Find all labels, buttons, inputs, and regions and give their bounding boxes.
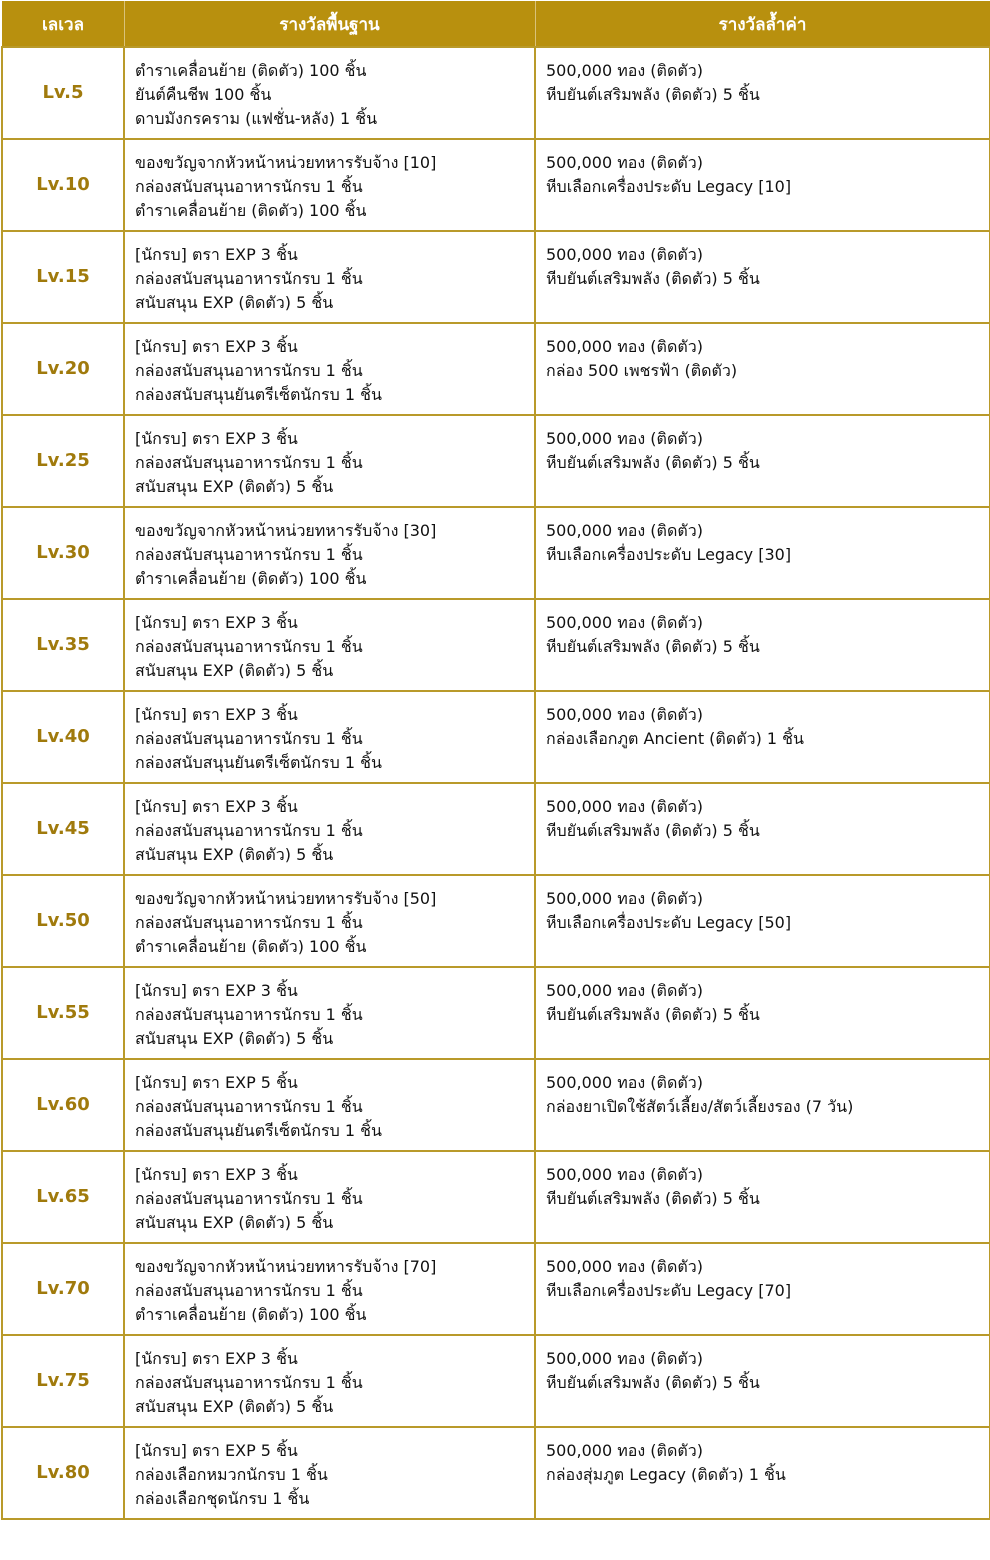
- reward-item: ตำราเคลื่อนย้าย (ติดตัว) 100 ชิ้น: [135, 61, 367, 80]
- reward-item: กล่องสนับสนุนอาหารนักรบ 1 ชิ้น: [135, 1005, 363, 1024]
- reward-item: [นักรบ] ตรา EXP 3 ชิ้น: [135, 337, 298, 356]
- reward-item: 500,000 ทอง (ติดตัว): [546, 153, 703, 172]
- basic-reward-cell: [124, 1059, 535, 1151]
- reward-item: หีบเลือกเครื่องประดับ Legacy [30]: [546, 545, 792, 564]
- reward-item: กล่องสนับสนุนอาหารนักรบ 1 ชิ้น: [135, 637, 363, 656]
- reward-item: 500,000 ทอง (ติดตัว): [546, 981, 703, 1000]
- premium-reward-cell: [535, 415, 990, 507]
- reward-item: 500,000 ทอง (ติดตัว): [546, 705, 703, 724]
- table-row: [2, 1243, 990, 1335]
- basic-reward-cell: [124, 691, 535, 783]
- reward-item: ตำราเคลื่อนย้าย (ติดตัว) 100 ชิ้น: [135, 569, 367, 588]
- reward-item: ของขวัญจากหัวหน้าหน่วยทหารรับจ้าง [10]: [135, 153, 437, 172]
- premium-reward-cell: [535, 507, 990, 599]
- reward-item: สนับสนุน EXP (ติดตัว) 5 ชิ้น: [135, 293, 334, 312]
- reward-item: [นักรบ] ตรา EXP 3 ชิ้น: [135, 429, 298, 448]
- reward-item: สนับสนุน EXP (ติดตัว) 5 ชิ้น: [135, 845, 334, 864]
- reward-item: ตำราเคลื่อนย้าย (ติดตัว) 100 ชิ้น: [135, 201, 367, 220]
- premium-reward-list: [536, 140, 989, 199]
- basic-reward-cell: [124, 783, 535, 875]
- reward-item: 500,000 ทอง (ติดตัว): [546, 1349, 703, 1368]
- header-level: เลเวล: [2, 2, 124, 48]
- basic-reward-list: [125, 140, 534, 223]
- reward-item: 500,000 ทอง (ติดตัว): [546, 797, 703, 816]
- reward-item: [นักรบ] ตรา EXP 3 ชิ้น: [135, 1349, 298, 1368]
- reward-item: กล่องสนับสนุนอาหารนักรบ 1 ชิ้น: [135, 545, 363, 564]
- reward-item: [นักรบ] ตรา EXP 3 ชิ้น: [135, 797, 298, 816]
- premium-reward-cell: [535, 967, 990, 1059]
- basic-reward-cell: [124, 1243, 535, 1335]
- reward-item: 500,000 ทอง (ติดตัว): [546, 61, 703, 80]
- reward-item: [นักรบ] ตรา EXP 3 ชิ้น: [135, 1165, 298, 1184]
- level-cell: Lv.50: [2, 875, 124, 967]
- level-cell: Lv.35: [2, 599, 124, 691]
- premium-reward-list: [536, 1244, 989, 1303]
- level-cell: Lv.70: [2, 1243, 124, 1335]
- premium-reward-cell: [535, 1427, 990, 1519]
- reward-item: กล่องสนับสนุนยันตรีเซ็ตนักรบ 1 ชิ้น: [135, 1121, 382, 1140]
- premium-reward-list: [536, 1428, 989, 1487]
- table-row: [2, 139, 990, 231]
- level-cell: Lv.75: [2, 1335, 124, 1427]
- basic-reward-list: [125, 968, 534, 1051]
- reward-item: กล่องสนับสนุนอาหารนักรบ 1 ชิ้น: [135, 177, 363, 196]
- basic-reward-list: [125, 324, 534, 407]
- basic-reward-cell: [124, 875, 535, 967]
- reward-item: 500,000 ทอง (ติดตัว): [546, 1073, 703, 1092]
- reward-item: [นักรบ] ตรา EXP 5 ชิ้น: [135, 1441, 298, 1460]
- basic-reward-list: [125, 1428, 534, 1511]
- basic-reward-cell: [124, 599, 535, 691]
- level-cell: Lv.60: [2, 1059, 124, 1151]
- premium-reward-cell: [535, 783, 990, 875]
- table-row: [2, 415, 990, 507]
- premium-reward-list: [536, 508, 989, 567]
- reward-item: กล่องสนับสนุนอาหารนักรบ 1 ชิ้น: [135, 453, 363, 472]
- reward-item: สนับสนุน EXP (ติดตัว) 5 ชิ้น: [135, 1397, 334, 1416]
- premium-reward-list: [536, 600, 989, 659]
- reward-item: ตำราเคลื่อนย้าย (ติดตัว) 100 ชิ้น: [135, 1305, 367, 1324]
- basic-reward-list: [125, 232, 534, 315]
- basic-reward-cell: [124, 323, 535, 415]
- premium-reward-cell: [535, 47, 990, 139]
- reward-item: ของขวัญจากหัวหน้าหน่วยทหารรับจ้าง [30]: [135, 521, 437, 540]
- reward-item: 500,000 ทอง (ติดตัว): [546, 613, 703, 632]
- reward-item: หีบยันต์เสริมพลัง (ติดตัว) 5 ชิ้น: [546, 453, 760, 472]
- reward-item: 500,000 ทอง (ติดตัว): [546, 889, 703, 908]
- basic-reward-list: [125, 1060, 534, 1143]
- reward-item: ของขวัญจากหัวหน้าหน่วยทหารรับจ้าง [70]: [135, 1257, 437, 1276]
- header-row: [2, 2, 990, 48]
- level-cell: Lv.10: [2, 139, 124, 231]
- reward-item: 500,000 ทอง (ติดตัว): [546, 1165, 703, 1184]
- reward-item: สนับสนุน EXP (ติดตัว) 5 ชิ้น: [135, 477, 334, 496]
- table-row: [2, 1059, 990, 1151]
- reward-item: สนับสนุน EXP (ติดตัว) 5 ชิ้น: [135, 661, 334, 680]
- premium-reward-cell: [535, 1151, 990, 1243]
- reward-item: [นักรบ] ตรา EXP 3 ชิ้น: [135, 245, 298, 264]
- basic-reward-cell: [124, 47, 535, 139]
- level-cell: Lv.45: [2, 783, 124, 875]
- reward-item: ตำราเคลื่อนย้าย (ติดตัว) 100 ชิ้น: [135, 937, 367, 956]
- rewards-body: [2, 47, 990, 1519]
- reward-item: ของขวัญจากหัวหน้าหน่วยทหารรับจ้าง [50]: [135, 889, 437, 908]
- basic-reward-cell: [124, 507, 535, 599]
- header-premium-reward: รางวัลล้ำค่า: [535, 2, 990, 48]
- basic-reward-list: [125, 416, 534, 499]
- reward-item: หีบยันต์เสริมพลัง (ติดตัว) 5 ชิ้น: [546, 1373, 760, 1392]
- reward-item: กล่องสนับสนุนอาหารนักรบ 1 ชิ้น: [135, 821, 363, 840]
- reward-item: หีบยันต์เสริมพลัง (ติดตัว) 5 ชิ้น: [546, 821, 760, 840]
- reward-item: 500,000 ทอง (ติดตัว): [546, 429, 703, 448]
- basic-reward-list: [125, 784, 534, 867]
- basic-reward-list: [125, 692, 534, 775]
- header-basic-reward: รางวัลพื้นฐาน: [124, 2, 535, 48]
- premium-reward-list: [536, 784, 989, 843]
- basic-reward-cell: [124, 1335, 535, 1427]
- premium-reward-cell: [535, 691, 990, 783]
- reward-item: หีบยันต์เสริมพลัง (ติดตัว) 5 ชิ้น: [546, 1005, 760, 1024]
- reward-item: กล่องสุ่มภูต Legacy (ติดตัว) 1 ชิ้น: [546, 1465, 786, 1484]
- reward-item: กล่องยาเปิดใช้สัตว์เลี้ยง/สัตว์เลี้ยงรอง (7 วัน): [546, 1097, 854, 1116]
- basic-reward-list: [125, 600, 534, 683]
- reward-item: 500,000 ทอง (ติดตัว): [546, 245, 703, 264]
- level-cell: Lv.80: [2, 1427, 124, 1519]
- reward-item: กล่องสนับสนุนอาหารนักรบ 1 ชิ้น: [135, 1281, 363, 1300]
- basic-reward-list: [125, 1244, 534, 1327]
- basic-reward-list: [125, 48, 534, 131]
- premium-reward-list: [536, 968, 989, 1027]
- level-cell: Lv.30: [2, 507, 124, 599]
- table-row: [2, 1335, 990, 1427]
- reward-item: [นักรบ] ตรา EXP 5 ชิ้น: [135, 1073, 298, 1092]
- premium-reward-list: [536, 48, 989, 107]
- reward-item: ดาบมังกรคราม (แฟชั่น-หลัง) 1 ชิ้น: [135, 109, 378, 128]
- reward-item: กล่องสนับสนุนอาหารนักรบ 1 ชิ้น: [135, 1189, 363, 1208]
- reward-item: ยันต์คืนชีพ 100 ชิ้น: [135, 85, 272, 104]
- premium-reward-cell: [535, 323, 990, 415]
- basic-reward-cell: [124, 139, 535, 231]
- premium-reward-cell: [535, 1243, 990, 1335]
- basic-reward-list: [125, 876, 534, 959]
- premium-reward-list: [536, 324, 989, 383]
- table-row: [2, 691, 990, 783]
- reward-item: กล่องสนับสนุนยันตรีเซ็ตนักรบ 1 ชิ้น: [135, 385, 382, 404]
- premium-reward-cell: [535, 1335, 990, 1427]
- table-row: [2, 1427, 990, 1519]
- premium-reward-cell: [535, 875, 990, 967]
- level-cell: Lv.15: [2, 231, 124, 323]
- reward-item: กล่องเลือกหมวกนักรบ 1 ชิ้น: [135, 1465, 328, 1484]
- reward-item: 500,000 ทอง (ติดตัว): [546, 1257, 703, 1276]
- reward-item: หีบยันต์เสริมพลัง (ติดตัว) 5 ชิ้น: [546, 269, 760, 288]
- basic-reward-cell: [124, 415, 535, 507]
- table-row: [2, 231, 990, 323]
- reward-item: กล่องสนับสนุนอาหารนักรบ 1 ชิ้น: [135, 729, 363, 748]
- premium-reward-cell: [535, 1059, 990, 1151]
- basic-reward-cell: [124, 1427, 535, 1519]
- reward-item: กล่องสนับสนุนอาหารนักรบ 1 ชิ้น: [135, 269, 363, 288]
- reward-item: กล่องสนับสนุนอาหารนักรบ 1 ชิ้น: [135, 1373, 363, 1392]
- level-cell: Lv.40: [2, 691, 124, 783]
- level-rewards-table: [1, 1, 990, 1520]
- premium-reward-list: [536, 1060, 989, 1119]
- reward-item: หีบเลือกเครื่องประดับ Legacy [10]: [546, 177, 792, 196]
- reward-item: [นักรบ] ตรา EXP 3 ชิ้น: [135, 613, 298, 632]
- table-row: [2, 783, 990, 875]
- reward-item: กล่องสนับสนุนยันตรีเซ็ตนักรบ 1 ชิ้น: [135, 753, 382, 772]
- level-cell: Lv.55: [2, 967, 124, 1059]
- premium-reward-cell: [535, 231, 990, 323]
- level-cell: Lv.5: [2, 47, 124, 139]
- basic-reward-list: [125, 1336, 534, 1419]
- level-cell: Lv.65: [2, 1151, 124, 1243]
- reward-item: กล่องเลือกภูต Ancient (ติดตัว) 1 ชิ้น: [546, 729, 804, 748]
- reward-item: [นักรบ] ตรา EXP 3 ชิ้น: [135, 705, 298, 724]
- premium-reward-list: [536, 416, 989, 475]
- reward-item: กล่องสนับสนุนอาหารนักรบ 1 ชิ้น: [135, 1097, 363, 1116]
- reward-item: หีบยันต์เสริมพลัง (ติดตัว) 5 ชิ้น: [546, 85, 760, 104]
- reward-item: กล่องเลือกชุดนักรบ 1 ชิ้น: [135, 1489, 310, 1508]
- basic-reward-cell: [124, 967, 535, 1059]
- reward-item: หีบเลือกเครื่องประดับ Legacy [70]: [546, 1281, 792, 1300]
- reward-item: กล่อง 500 เพชรฟ้า (ติดตัว): [546, 361, 738, 380]
- premium-reward-cell: [535, 599, 990, 691]
- premium-reward-list: [536, 1152, 989, 1211]
- basic-reward-cell: [124, 1151, 535, 1243]
- level-cell: Lv.25: [2, 415, 124, 507]
- reward-item: สนับสนุน EXP (ติดตัว) 5 ชิ้น: [135, 1029, 334, 1048]
- level-cell: Lv.20: [2, 323, 124, 415]
- reward-item: สนับสนุน EXP (ติดตัว) 5 ชิ้น: [135, 1213, 334, 1232]
- premium-reward-list: [536, 692, 989, 751]
- premium-reward-list: [536, 1336, 989, 1395]
- basic-reward-list: [125, 1152, 534, 1235]
- table-row: [2, 967, 990, 1059]
- basic-reward-cell: [124, 231, 535, 323]
- reward-item: กล่องสนับสนุนอาหารนักรบ 1 ชิ้น: [135, 361, 363, 380]
- table-row: [2, 599, 990, 691]
- reward-item: หีบยันต์เสริมพลัง (ติดตัว) 5 ชิ้น: [546, 637, 760, 656]
- reward-item: [นักรบ] ตรา EXP 3 ชิ้น: [135, 981, 298, 1000]
- reward-item: 500,000 ทอง (ติดตัว): [546, 1441, 703, 1460]
- premium-reward-cell: [535, 139, 990, 231]
- reward-item: 500,000 ทอง (ติดตัว): [546, 521, 703, 540]
- table-row: [2, 323, 990, 415]
- table-row: [2, 875, 990, 967]
- table-row: [2, 47, 990, 139]
- table-row: [2, 507, 990, 599]
- reward-item: หีบยันต์เสริมพลัง (ติดตัว) 5 ชิ้น: [546, 1189, 760, 1208]
- premium-reward-list: [536, 876, 989, 935]
- reward-item: กล่องสนับสนุนอาหารนักรบ 1 ชิ้น: [135, 913, 363, 932]
- table-row: [2, 1151, 990, 1243]
- premium-reward-list: [536, 232, 989, 291]
- reward-item: หีบเลือกเครื่องประดับ Legacy [50]: [546, 913, 792, 932]
- reward-item: 500,000 ทอง (ติดตัว): [546, 337, 703, 356]
- basic-reward-list: [125, 508, 534, 591]
